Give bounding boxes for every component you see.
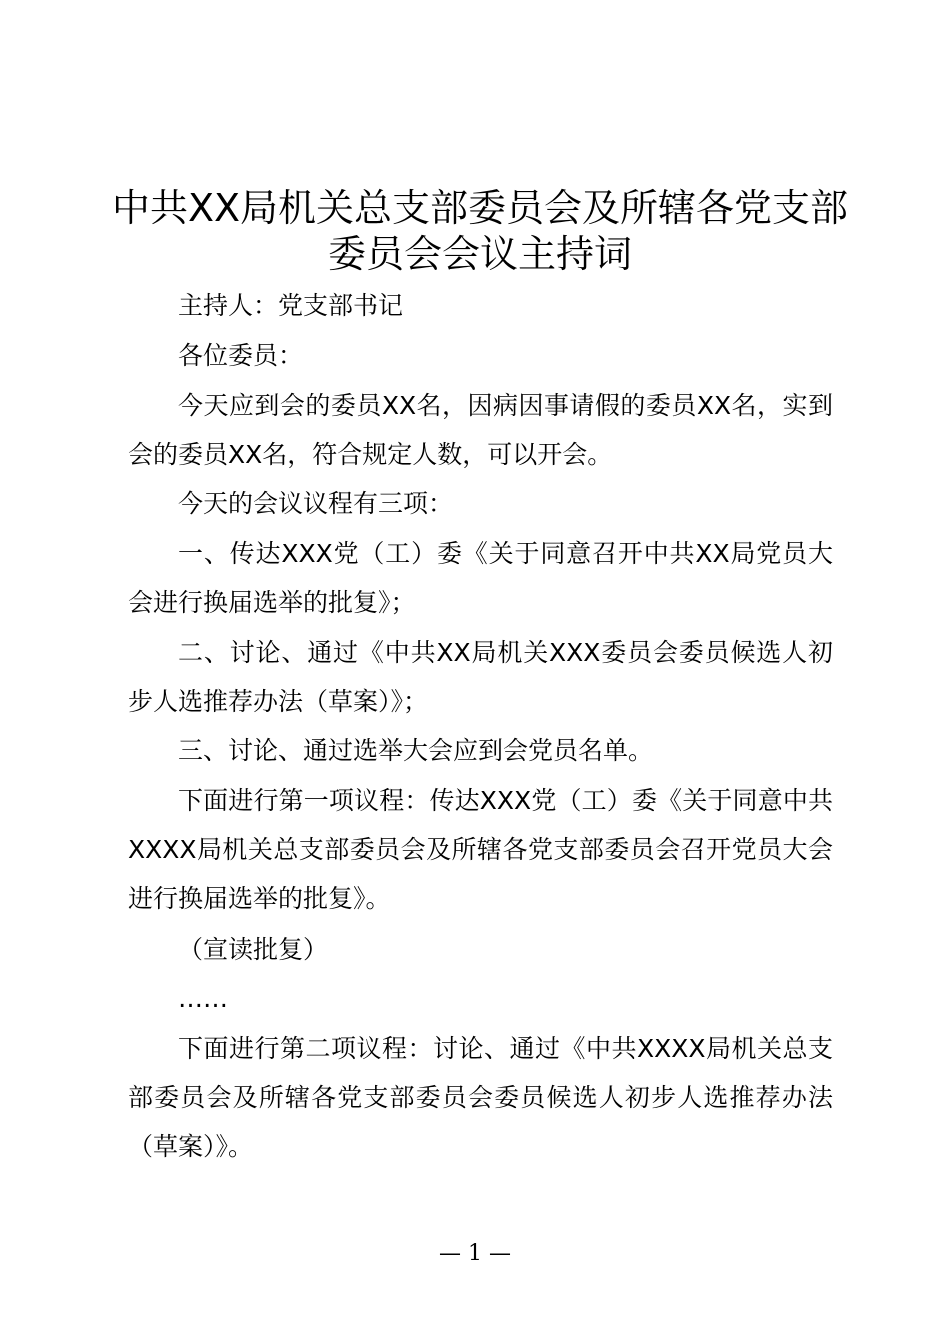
paragraph-agenda-intro: 今天的会议议程有三项：: [178, 489, 454, 518]
paragraph-host: 主持人：党支部书记: [178, 291, 404, 320]
paragraph-first-item: 下面进行第一项议程：传达XXX党（工）委《关于同意中共XXXX局机关总支部委员会及所辖各党支部委员会召开党员大会进行换届选举的批复》。: [128, 786, 833, 913]
paragraph-attendance: 今天应到会的委员XX名，因病因事请假的委员XX名，实到会的委员XX名，符合规定人数，可以开会。: [128, 391, 833, 469]
page-title-line-1: 中共XX局机关总支部委员会及所辖各党支部: [111, 186, 849, 230]
paragraph-ellipsis: ……: [178, 984, 228, 1013]
page-number: — 1 —: [439, 1241, 511, 1266]
paragraph-agenda-item-1: 一、传达XXX党（工）委《关于同意召开中共XX局党员大会进行换届选举的批复》；: [128, 539, 833, 617]
paragraph-agenda-item-2: 二、讨论、通过《中共XX局机关XXX委员会委员候选人初步人选推荐办法（草案）》；: [128, 638, 833, 716]
paragraph-second-item: 下面进行第二项议程：讨论、通过《中共XXXX局机关总支部委员会及所辖各党支部委员会委员候选人初步人选推荐办法（草案）》。: [128, 1034, 833, 1161]
paragraph-greeting: 各位委员：: [178, 341, 304, 370]
page-title-line-2: 委员会会议主持词: [327, 232, 632, 276]
paragraph-agenda-item-3: 三、讨论、通过选举大会应到会党员名单。: [178, 736, 654, 765]
paragraph-read-reply: （宣读批复）: [178, 935, 329, 964]
